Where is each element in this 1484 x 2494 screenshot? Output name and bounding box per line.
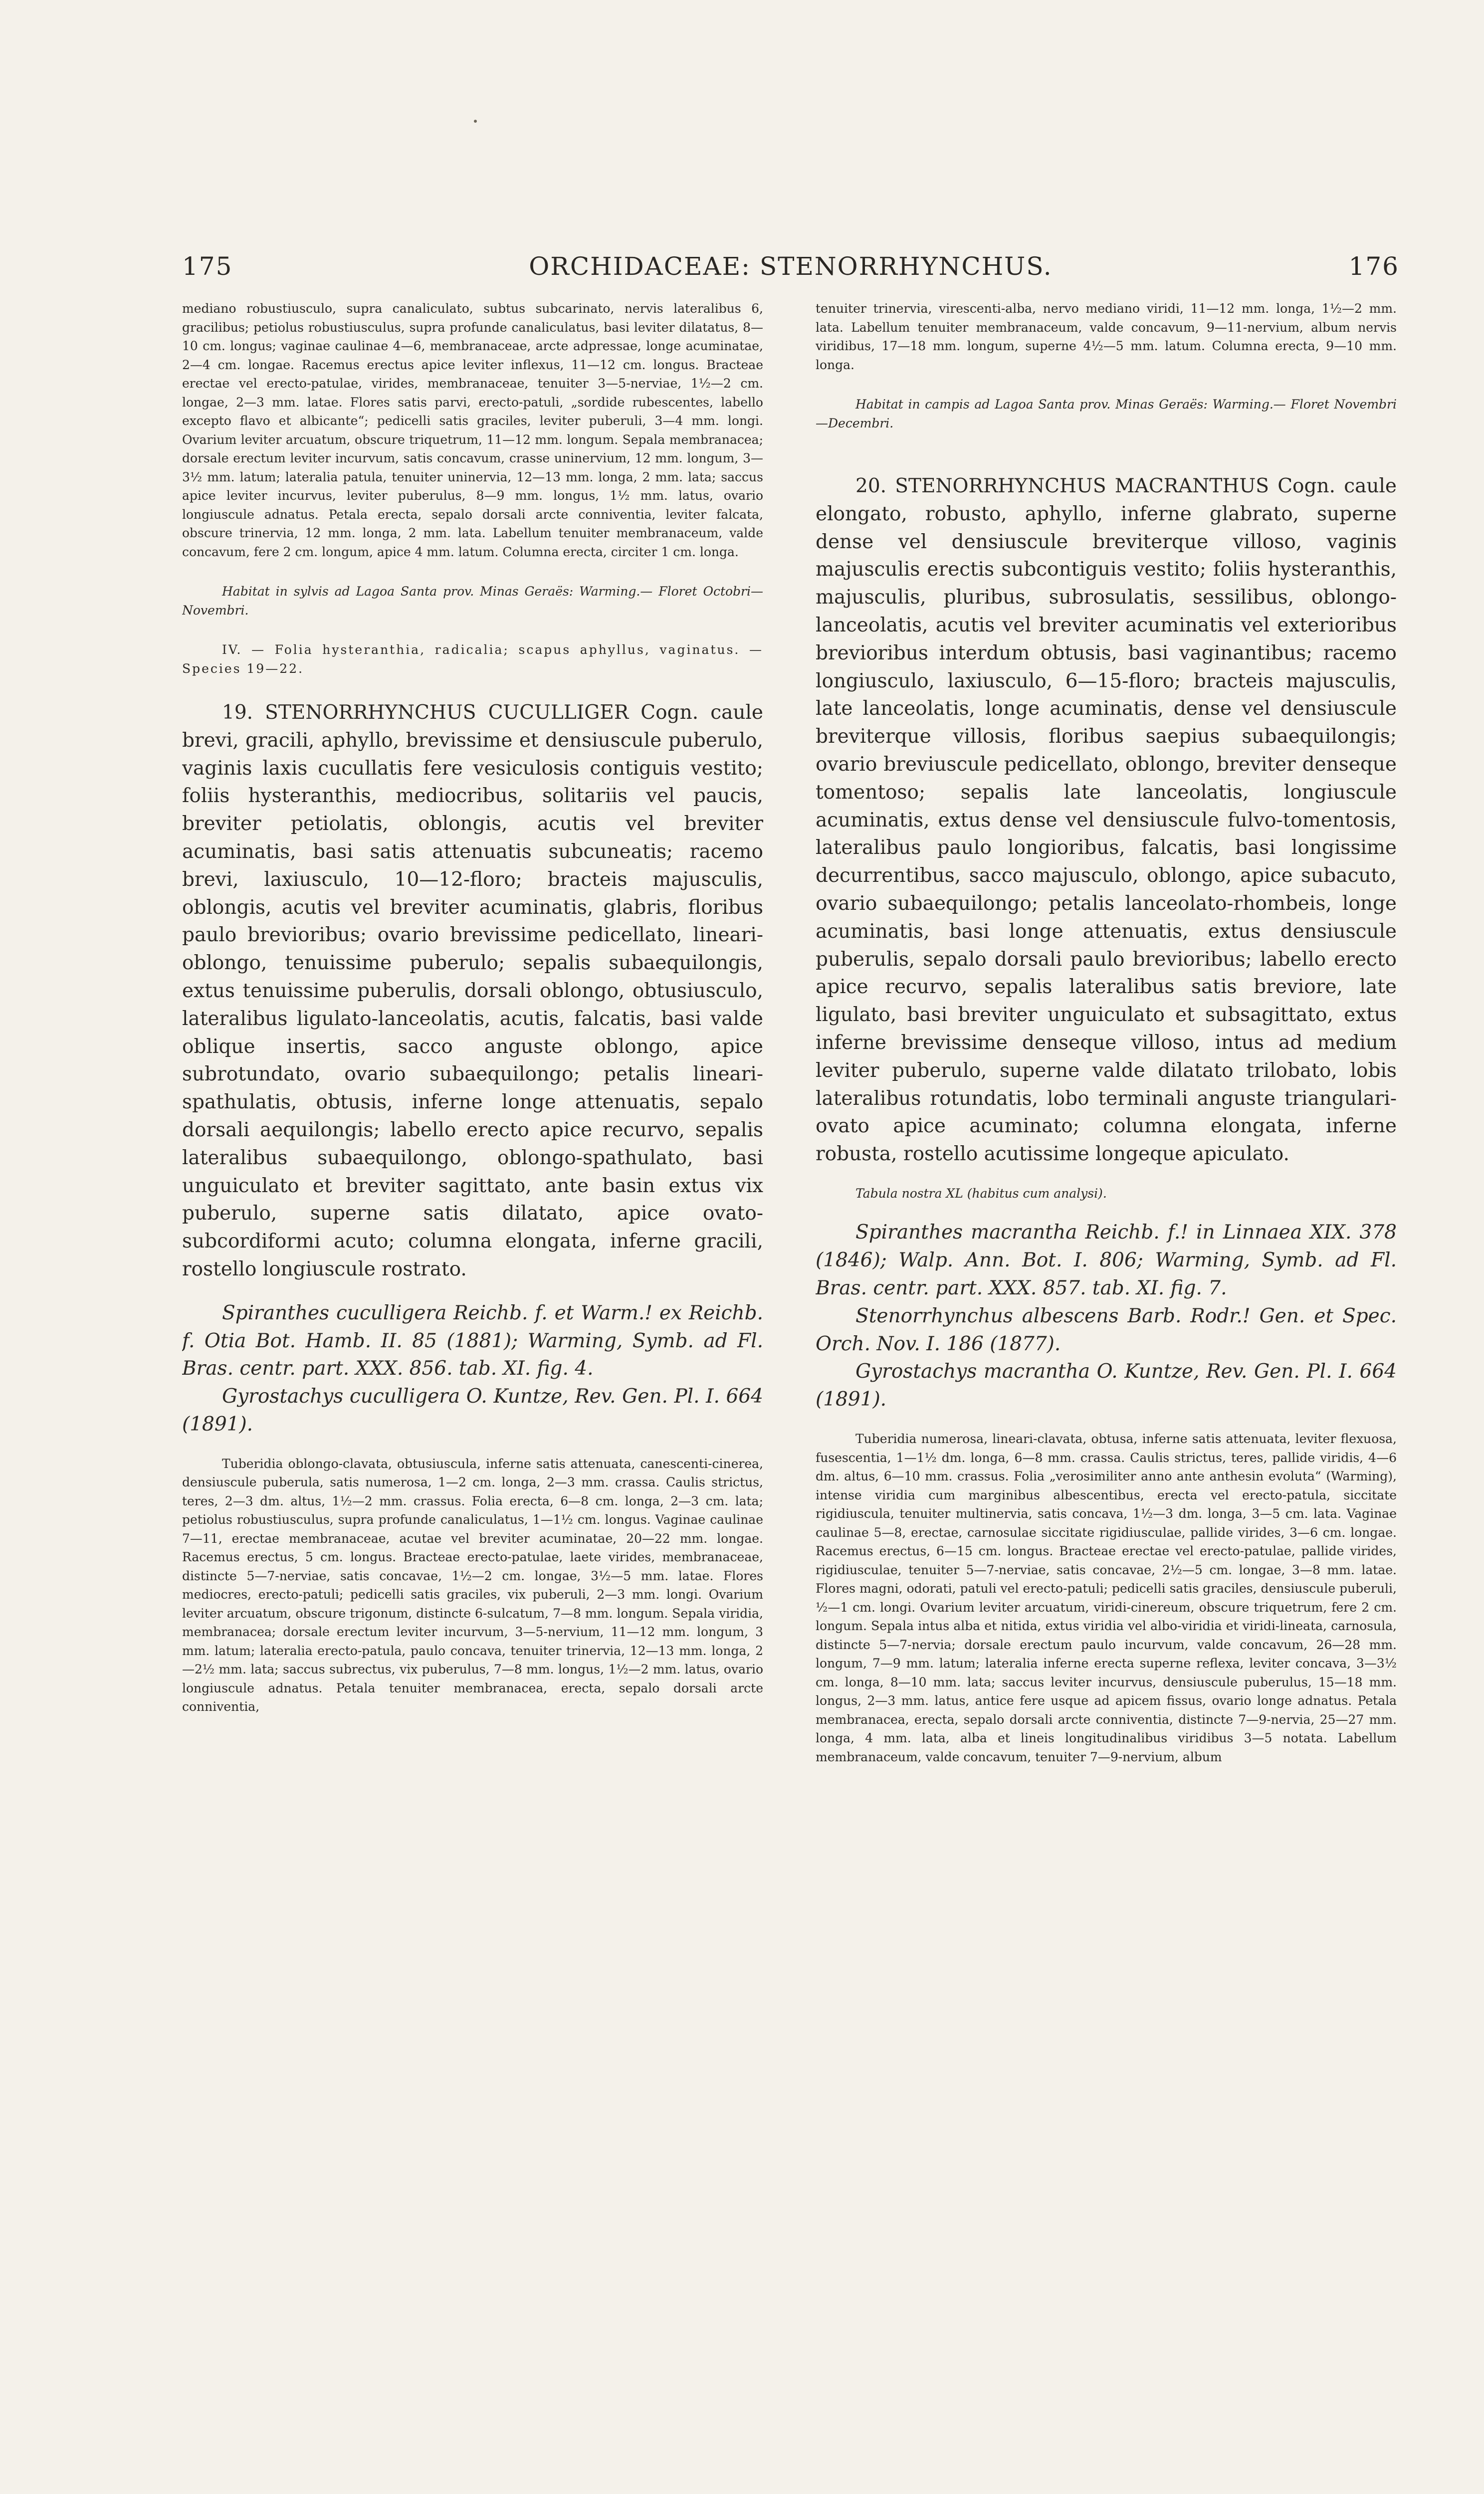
continued-description: tenuiter trinervia, virescenti-alba, nervo mediano viridi, 11—12 mm. longa, 1½—2 mm. lata. Labellum tenuiter membranaceum, valde concavum, 9—11-nervium, album nervis viridibus, 17—18 mm. longum, superne 4½—5 mm. latum. Columna erecta, 9—10 mm. longa. — [816, 301, 1397, 372]
species-19-diagnosis: 19. STENORRHYNCHUS CUCULLIGER Cogn. caule brevi, gracili, aphyllo, brevissime et densiuscule puberulo, vaginis laxis cucullatis fere vesiculosis contiguis vestito; foliis hysteranthis, mediocribus, solitariis vel paucis, breviter petiolatis, oblongis, acutis vel breviter acuminatis, basi satis attenuatis subcuneatis; racemo brevi, laxiusculo, 10—12-floro; bracteis majusculis, oblongis, acutis vel breviter acuminatis, glabris, floribus paulo brevioribus; ovario brevissime pedicellato, lineari-oblongo, tenuissime puberulo; sepalis subaequilongis, extus tenuissime puberulis, dorsali oblongo, obtusiusculo, lateralibus ligulato-lanceolatis, acutis, falcatis, basi valde oblique insertis, sacco anguste oblongo, apice subrotundato, ovario subaequilongo; petalis lineari-spathulatis, obtusis, inferne longe attenuatis, sepalo dorsali aequilongis; labello erecto apice recurvo, sepalis lateralibus subaequilongo, oblongo-spathulato, basi unguiculato et breviter sagittato, ante basin extus vix puberulo, superne satis dilatato, apice ovato-subcordiformi acuto; columna elongata, inferne gracili, rostello longiuscule rostrato. — [182, 701, 763, 1280]
synonym-gyrostachys-cuculligera: Gyrostachys cuculligera O. Kuntze, Rev. Gen. Pl. I. 664 (1891). — [182, 1385, 763, 1436]
running-title: ORCHIDACEAE: STENORRHYNCHUS. — [529, 252, 1053, 281]
habitat-note: Habitat in sylvis ad Lagoa Santa prov. Minas Geraës: Warming.— Floret Octobri—Novembri. — [182, 584, 763, 618]
margin-mark — [474, 120, 477, 123]
habitat-note: Habitat in campis ad Lagoa Santa prov. Minas Geraës: Warming.— Floret Novembri—Decembri. — [816, 397, 1397, 430]
species-20-description: Tuberidia numerosa, lineari-clavata, obtusa, inferne satis attenuata, leviter flexuosa, fusescentia, 1—1½ dm. longa, 6—8 mm. crassa. Caulis strictus, teres, pallide viridis, 4—6 dm. altus, 6—10 mm. crassus. Folia „verosimiliter anno ante anthesin evoluta“ (Warming), intense viridia cum marginibus albescentibus, erecta vel erecto-patula, siccitate rigidiuscula, tenuiter multinervia, satis concava, 1½—3 dm. longa, 3—5 cm. lata. Vaginae caulinae 5—8, erectae, carnosulae siccitate rigidiusculae, pallide virides, 3—6 cm. longae. Racemus erectus, 6—15 cm. longus. Bracteae erectae vel erecto-patulae, pallide virides, rigidiusculae, tenuiter 5—7-nerviae, satis concavae, 2½—5 cm. longae, 3—8 mm. latae. Flores magni, odorati, patuli vel erecto-patuli; pedicelli satis graciles, densiuscule puberuli, ½—1 cm. longi. Ovarium leviter arcuatum, viridi-cinereum, obscure triquetrum, fere 2 cm. longum. Sepala intus alba et nitida, extus viridia vel albo-viridia et viridi-lineata, carnosula, distincte 5—7-nervia; dorsale erectum paulo incurvum, valde concavum, 26—28 mm. longum, 7—9 mm. latum; lateralia inferne erecta superne reflexa, leviter concava, 3—3½ cm. longa, 8—10 mm. lata; saccus leviter incurvus, densiuscule puberulus, 15—18 mm. longus, 2—3 mm. latus, antice fere usque ad apicem fissus, ovario longe adnatus. Petala membranacea, erecta, sepalo dorsali arcte conniventia, distincte 7—9-nervia, 25—27 mm. longa, 4 mm. lata, alba et lineis longitudinalibus viridibus 3—5 notata. Labellum membranaceum, valde concavum, tenuiter 7—9-nervium, album — [816, 1432, 1397, 1764]
continued-description: mediano robustiusculo, supra canaliculato, subtus subcarinato, nervis lateralibus 6, gracilibus; petiolus robustiusculus, supra profunde canaliculatus, basi leviter dilatatus, 8—10 cm. longus; vaginae caulinae 4—6, membranaceae, arcte adpressae, longe acuminatae, 2—4 cm. longae. Racemus erectus apice leviter inflexus, 11—12 cm. longus. Bracteae erectae vel erecto-patulae, virides, membranaceae, tenuiter 3—5-nerviae, 1½—2 cm. longae, 2—3 mm. latae. Flores satis parvi, erecto-patuli, „sordide rubescentes, labello excepto flavo et albicante“; pedicelli satis graciles, leviter puberuli, 3—4 mm. longi. Ovarium leviter arcuatum, obscure triquetrum, 11—12 mm. longum. Sepala membranacea; dorsale erectum leviter incurvum, satis concavum, crasse uninervium, 12 mm. longum, 3—3½ mm. latum; lateralia patula, tenuiter uninervia, 12—13 mm. longa, 2 mm. lata; saccus apice leviter incurvus, leviter puberulus, 8—9 mm. longus, 1½ mm. latus, ovario longiuscule adnatus. Petala erecta, sepalo dorsali arcte conniventia, leviter falcata, obscure trinervia, 12 mm. longa, 2 mm. lata. Labellum tenuiter membranaceum, valde concavum, fere 2 cm. longum, apice 4 mm. latum. Columna erecta, circiter 1 cm. longa. — [182, 301, 763, 559]
species-19-description: Tuberidia oblongo-clavata, obtusiuscula, inferne satis attenuata, canescenti-cinerea, densiuscule puberula, satis numerosa, 1—2 cm. longa, 2—3 mm. crassa. Caulis strictus, teres, 2—3 dm. altus, 1½—2 mm. crassus. Folia erecta, 6—8 cm. longa, 2—3 cm. lata; petiolus robustiusculus, supra profunde canaliculatus, 1—1½ cm. longus. Vaginae caulinae 7—11, erectae membranaceae, acutae vel breviter acuminatae, 20—22 mm. longae. Racemus erectus, 5 cm. longus. Bracteae erecto-patulae, laete virides, membranaceae, distincte 5—7-nerviae, satis concavae, 1½—2 cm. longae, 3½—5 mm. latae. Flores mediocres, erecto-patuli; pedicelli satis graciles, vix puberuli, 2—3 mm. longi. Ovarium leviter arcuatum, obscure trigonum, distincte 6-sulcatum, 7—8 mm. longum. Sepala viridia, membranacea; dorsale erectum leviter incurvum, 3—5-nervium, 11—12 mm. longum, 3 mm. latum; lateralia erecto-patula, paulo concava, tenuiter trinervia, 12—13 mm. longa, 2—2½ mm. lata; saccus subrectus, vix puberulus, 7—8 mm. longus, 1½—2 mm. latus, ovario longiuscule adnatus. Petala tenuiter membranacea, erecta, sepalo dorsali arcte conniventia, — [182, 1456, 763, 1714]
species-20-diagnosis: 20. STENORRHYNCHUS MACRANTHUS Cogn. caule elongato, robusto, aphyllo, inferne glabrato, superne dense vel densiuscule breviterque villoso, vaginis majusculis erectis subcontiguis vestito; foliis hysteranthis, majusculis, pluribus, subrosulatis, sessilibus, oblongo-lanceolatis, acutis vel breviter acuminatis vel exterioribus brevioribus interdum obtusis, basi vaginantibus; racemo longiusculo, laxiusculo, 6—15-floro; bracteis majusculis, late lanceolatis, longe acuminatis, dense vel densiuscule breviterque villosis, floribus saepius subaequilongis; ovario breviuscule pedicellato, oblongo, breviter denseque tomentoso; sepalis late lanceolatis, longiuscule acuminatis, extus dense vel densiuscule fulvo-tomentosis, lateralibus paulo longioribus, falcatis, basi longissime decurrentibus, sacco majusculo, oblongo, apice subacuto, ovario subaequilongo; petalis lanceolato-rhombeis, longe acuminatis, basi longe attenuatis, extus densiuscule puberulis, sepalo dorsali paulo brevioribus; labello erecto apice recurvo, sepalis lateralibus satis breviore, late ligulato, basi breviter unguiculato et subsagittato, extus inferne brevissime denseque villoso, intus ad medium leviter puberulo, superne valde dilatato trilobato, lobis lateralibus rotundatis, lobo terminali anguste triangulari-ovato apice acuminato; columna elongata, inferne robusta, rostello acutissime longeque apiculato. — [816, 475, 1397, 1166]
running-header — [182, 252, 1399, 292]
synonym-stenorrhynchus-albescens: Stenorrhynchus albescens Barb. Rodr.! Gen. et Spec. Orch. Nov. I. 186 (1877). — [816, 1304, 1397, 1355]
page-number-right: 176 — [1348, 252, 1399, 281]
synonym-spiranthes-cuculligera: Spiranthes cuculligera Reichb. f. et Warm.! ex Reichb. f. Otia Bot. Hamb. II. 85 (1881); Warming, Symb. ad Fl. Bras. centr. part. XXX. 856. tab. XI. fig. 4. — [182, 1301, 763, 1380]
right-column — [816, 299, 1397, 1995]
synonym-spiranthes-macrantha: Spiranthes macrantha Reichb. f.! in Linnaea XIX. 378 (1846); Walp. Ann. Bot. I. 806; Warming, Symb. ad Fl. Bras. centr. part. XXX. 857. tab. XI. fig. 7. — [816, 1221, 1397, 1300]
plate-reference: Tabula nostra XL (habitus cum analysi). — [855, 1186, 1107, 1201]
synonym-gyrostachys-macrantha: Gyrostachys macrantha O. Kuntze, Rev. Gen. Pl. I. 664 (1891). — [816, 1360, 1397, 1411]
page-number-left: 175 — [182, 252, 233, 281]
left-column — [182, 299, 763, 1995]
section-heading: IV. — Folia hysteranthia, radicalia; scapus aphyllus, vaginatus. — Species 19—22. — [182, 642, 763, 676]
